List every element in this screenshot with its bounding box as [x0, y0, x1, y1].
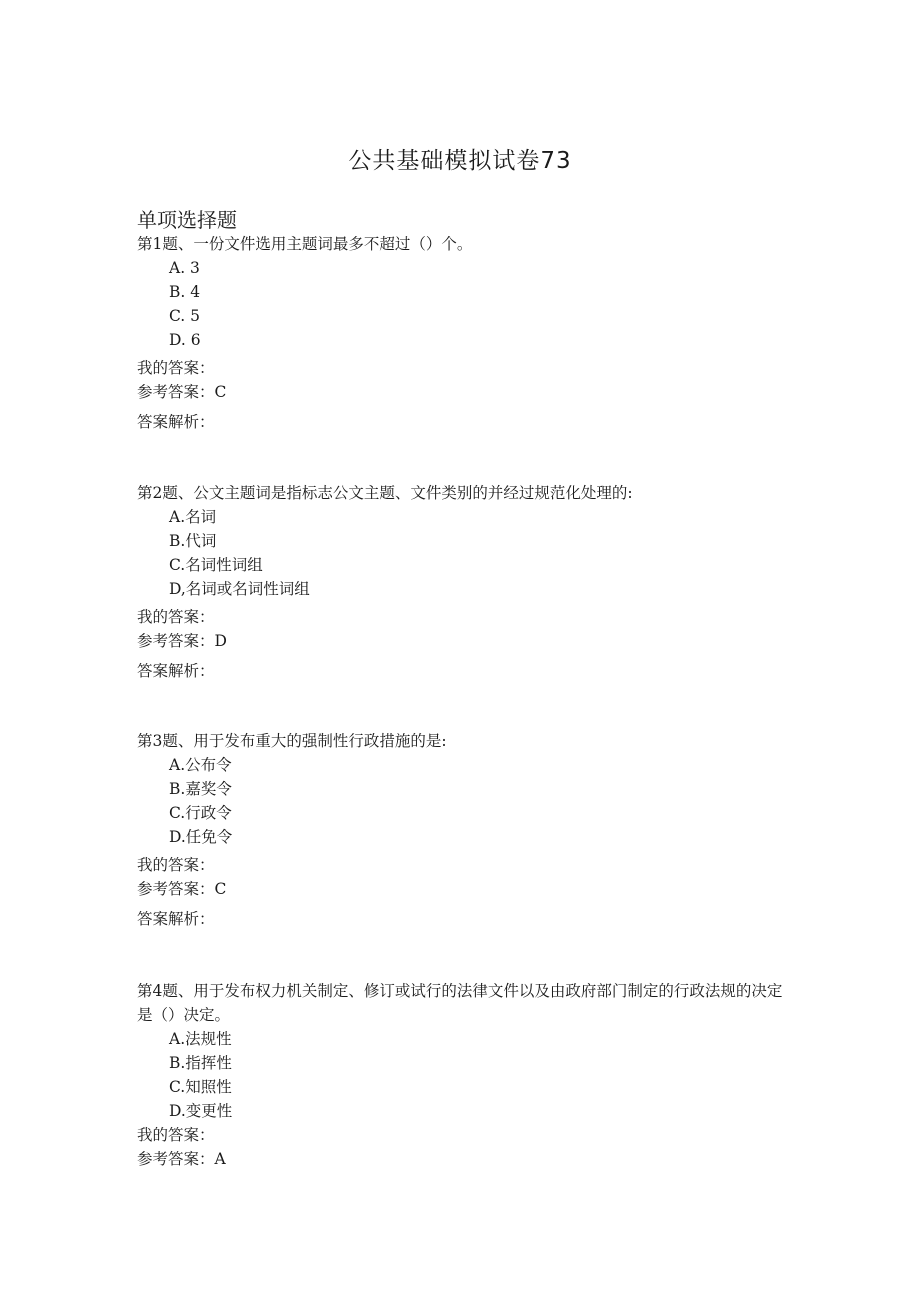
reference-answer: 参考答案：C	[137, 383, 227, 401]
question-stem: 第2题、公文主题词是指标志公文主题、文件类别的并经过规范化处理的:	[137, 484, 633, 502]
option-list	[137, 256, 797, 352]
option-list	[137, 753, 797, 849]
option-c: C.名词性词组	[169, 556, 263, 574]
option-a: A. 3	[169, 259, 200, 277]
option-d: D.任免令	[169, 828, 233, 846]
my-answer-label: 我的答案：	[137, 1126, 215, 1144]
option-b: B.指挥性	[169, 1054, 232, 1072]
question-stem: 第4题、用于发布权力机关制定、修订或试行的法律文件以及由政府部门制定的行政法规的决定是（）决定。	[137, 982, 783, 1024]
option-b: B.嘉奖令	[169, 780, 232, 798]
option-b: B. 4	[169, 283, 201, 301]
question-2	[137, 481, 797, 683]
answer-analysis-label: 答案解析：	[137, 413, 215, 431]
option-c: C. 5	[169, 307, 201, 325]
question-stem: 第1题、一份文件选用主题词最多不超过（）个。	[137, 235, 473, 253]
option-a: A.法规性	[169, 1030, 232, 1048]
my-answer-label: 我的答案：	[137, 359, 215, 377]
answer-analysis-label: 答案解析：	[137, 910, 215, 928]
reference-answer: 参考答案：A	[137, 1150, 226, 1168]
my-answer-label: 我的答案：	[137, 608, 215, 626]
question-4	[137, 979, 797, 1171]
question-3	[137, 729, 797, 931]
option-c: C.知照性	[169, 1078, 232, 1096]
option-list	[137, 1027, 797, 1123]
my-answer-label: 我的答案：	[137, 856, 215, 874]
question-stem: 第3题、用于发布重大的强制性行政措施的是:	[137, 732, 447, 750]
option-d: D. 6	[169, 331, 201, 349]
option-a: A.名词	[169, 508, 217, 526]
option-a: A.公布令	[169, 756, 232, 774]
option-b: B.代词	[169, 532, 217, 550]
section-heading: 单项选择题	[137, 208, 237, 232]
page-title: 公共基础模拟试卷73	[348, 148, 572, 174]
option-d: D,名词或名词性词组	[169, 580, 310, 598]
option-c: C.行政令	[169, 804, 232, 822]
option-d: D.变更性	[169, 1102, 233, 1120]
option-list	[137, 505, 797, 601]
question-1	[137, 232, 797, 434]
answer-analysis-label: 答案解析：	[137, 662, 215, 680]
reference-answer: 参考答案：C	[137, 880, 227, 898]
reference-answer: 参考答案：D	[137, 632, 227, 650]
